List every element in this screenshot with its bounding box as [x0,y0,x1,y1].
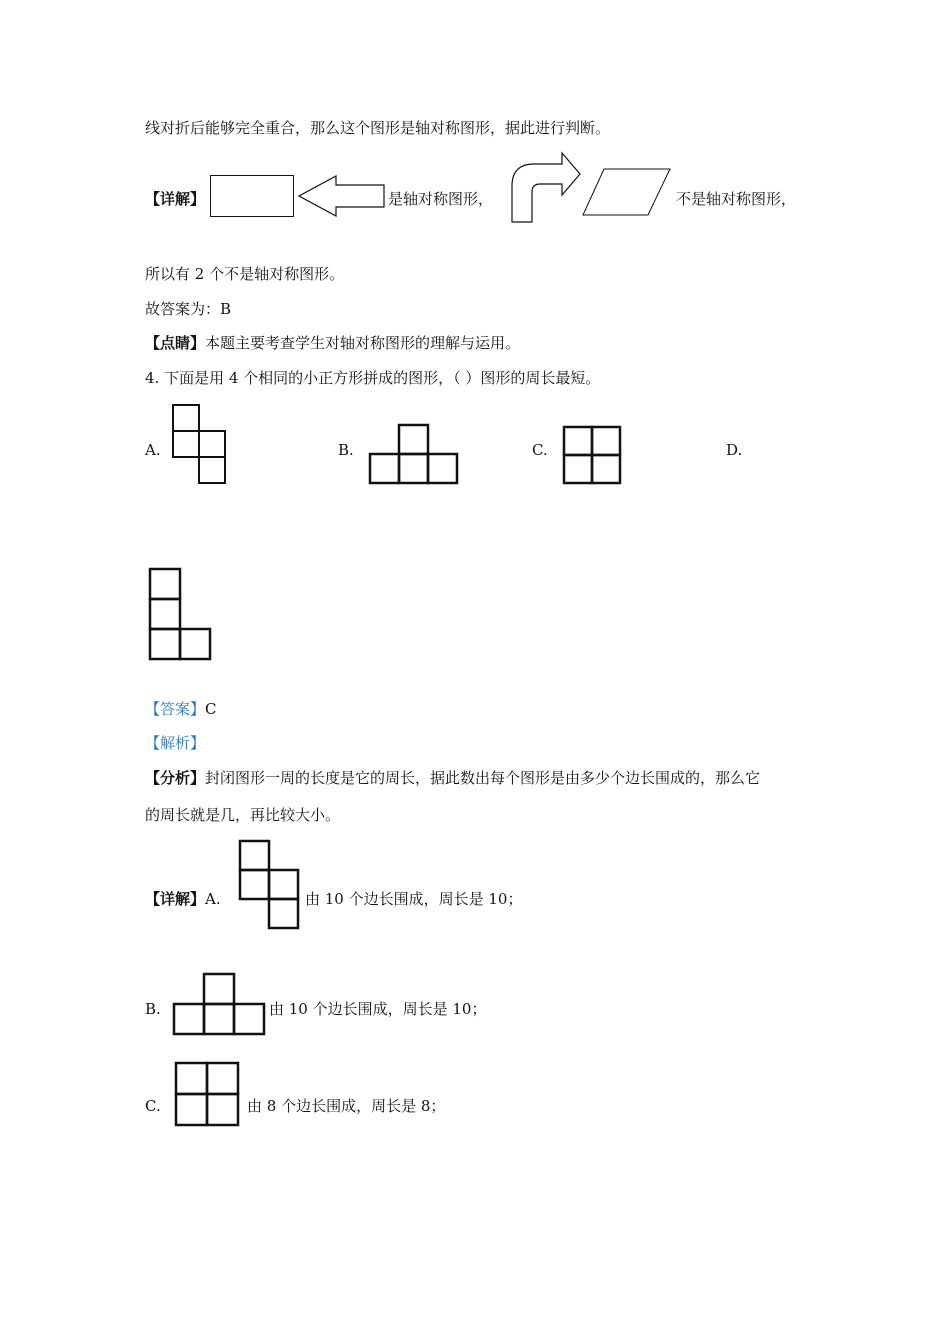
option-a-figure [170,402,230,486]
analysis-text-1: 封闭图形一周的长度是它的周长，据此数出每个图形是由多少个边长围成的，那么它 [205,769,761,787]
is-symmetric-text: 是轴对称图形， [388,190,494,208]
option-a-label: A. [145,441,161,459]
analysis-label: 【解析】 [145,734,206,752]
analysis-sub-label: 【分析】 [145,769,206,787]
analysis-text-2: 的周长就是几，再比较大小。 [145,806,341,824]
detail-label: 【详解】 [145,190,206,208]
option-b-figure [367,422,463,488]
option-c-figure [561,424,625,488]
option-d-figure [147,566,217,662]
comment-label: 【点睛】 [145,334,206,352]
detail-b-text: 由 10 个边长围成，周长是 10； [269,1000,487,1018]
detail-b-option: B. [145,1000,161,1018]
detail-a-figure [237,838,303,932]
option-d-label: D. [726,441,743,459]
left-arrow-figure [298,175,388,219]
comment-line [145,333,520,353]
detail-b-figure [171,971,269,1037]
detail2-a-option: A. [205,890,221,908]
not-symmetric-text: 不是轴对称图形， [676,190,797,208]
option-b-label: B. [338,441,354,459]
detail-c-figure [173,1060,243,1130]
rectangle-figure [210,175,296,219]
detail-a-text: 由 10 个边长围成，周长是 10； [305,890,523,908]
answer-label: 【答案】 [145,700,206,718]
bent-arrow-figure [510,152,582,224]
count-text: 所以有 2 个不是轴对称图形。 [145,265,345,283]
detail-c-option: C. [145,1097,161,1115]
answer-line-q4 [145,699,217,719]
detail2-label: 【详解】 [145,890,206,908]
detail2-line-a [145,889,221,909]
option-c-label: C. [532,441,548,459]
analysis-line-1 [145,768,760,788]
question-4-stem: 4. 下面是用 4 个相同的小正方形拼成的图形，（ ）图形的周长最短。 [145,369,601,387]
answer-line: 故答案为：B [145,300,232,318]
comment-text: 本题主要考查学生对轴对称图形的理解与运用。 [205,334,521,352]
intro-text: 线对折后能够完全重合，那么这个图形是轴对称图形，据此进行判断。 [145,119,611,137]
detail-c-text: 由 8 个边长围成，周长是 8； [247,1097,446,1115]
answer-value: C [205,700,217,718]
parallelogram-figure [582,168,672,218]
